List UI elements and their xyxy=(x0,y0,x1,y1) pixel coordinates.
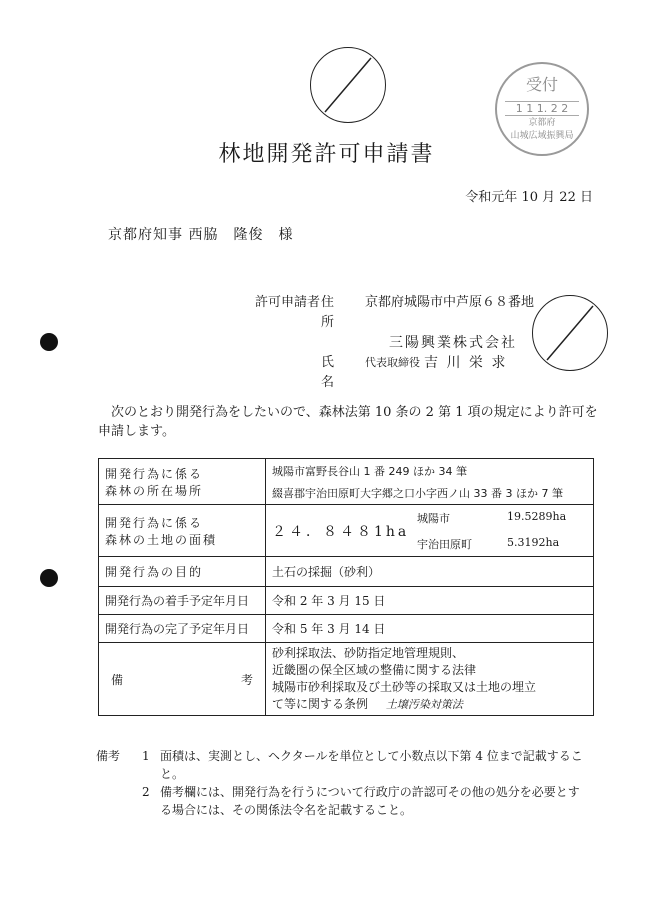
notes-section xyxy=(96,747,586,819)
applicant-address: 京都府城陽市中芦原６８番地 xyxy=(365,295,535,310)
application-table xyxy=(98,458,594,716)
seal-stamp-top xyxy=(310,47,386,123)
table-row xyxy=(99,615,594,643)
note-number-2: 2 xyxy=(142,785,150,799)
note-number-1: 1 xyxy=(142,749,150,763)
received-stamp-label: 受付 xyxy=(525,75,558,94)
purpose-header: 開発行為の目的 xyxy=(99,557,266,587)
area-total: ２４．８４８1ha xyxy=(272,523,410,540)
end-date-header: 開発行為の完了予定年月日 xyxy=(99,615,266,643)
representative-title: 代表取締役 xyxy=(365,356,420,369)
area-cell xyxy=(266,505,594,557)
application-date xyxy=(465,186,593,205)
location-line-2: 綴喜郡宇治田原町大字郷之口小字西ノ山 33 番 3 ほか 7 筆 xyxy=(272,486,563,500)
punch-hole-bottom xyxy=(40,569,58,587)
purpose-value: 土石の採掘（砂利） xyxy=(266,557,594,587)
area-city-2: 宇治田原町 xyxy=(417,537,472,551)
area-header: 開発行為に係る 森林の土地の面積 xyxy=(99,505,266,557)
remarks-line-1: 砂利採取法、砂防指定地管理規則、 xyxy=(272,646,465,660)
received-stamp-date: 1 1 1. 2 2 xyxy=(505,101,579,116)
table-row xyxy=(99,557,594,587)
date-month-unit: 月 xyxy=(542,190,556,205)
received-stamp-org-2: 山城広域振興局 xyxy=(510,131,574,141)
remarks-line-3: 城陽市砂利採取及び土砂等の採取又は土地の埋立 xyxy=(272,680,537,694)
date-day: 22 xyxy=(559,190,576,205)
area-value-1: 19.5289ha xyxy=(507,509,567,523)
end-date-value: 令和 5 年 3 月 14 日 xyxy=(266,615,594,643)
remarks-cell xyxy=(266,643,594,716)
remarks-line-2: 近畿圏の保全区域の整備に関する法律 xyxy=(272,663,477,677)
note-text-1: 面積は、実測とし、ヘクタールを単位として小数点以下第 4 位まで記載すること。 xyxy=(160,749,583,781)
applicant-block xyxy=(255,293,534,393)
start-date-header: 開発行為の着手予定年月日 xyxy=(99,587,266,615)
table-row xyxy=(99,643,594,716)
remarks-line-4: て等に関する条例 xyxy=(272,697,369,711)
applicant-company: 三陽興業株式会社 xyxy=(389,335,517,351)
location-cell xyxy=(266,459,594,505)
remarks-handwritten: 土壌汚染対策法 xyxy=(385,698,463,711)
punch-hole-top xyxy=(40,333,58,351)
date-day-unit: 日 xyxy=(579,190,593,205)
date-era: 令和元年 xyxy=(465,190,518,205)
table-row xyxy=(99,505,594,557)
area-value-2: 5.3192ha xyxy=(507,535,560,549)
date-month: 10 xyxy=(521,190,538,205)
table-row xyxy=(99,587,594,615)
remarks-header xyxy=(99,643,266,716)
addressee: 京都府知事 西脇 隆俊 様 xyxy=(108,227,294,243)
location-header: 開発行為に係る 森林の所在場所 xyxy=(99,459,266,505)
received-stamp-org-1: 京都府 xyxy=(528,118,556,128)
address-label: 住 所 xyxy=(321,295,360,330)
application-statement: 次のとおり開発行為をしたいので、森林法第 10 条の 2 第 1 項の規定により許可を申請します。 xyxy=(98,405,598,439)
representative-name: 吉 川 栄 求 xyxy=(424,355,508,371)
remarks-header-left: 備 xyxy=(111,672,124,687)
note-text-2: 備考欄には、開発行為を行うについて行政庁の許認可その他の処分を必要とする場合には、その関係法令名を記載すること。 xyxy=(160,785,580,817)
location-line-1: 城陽市富野長谷山 1 番 249 ほか 34 筆 xyxy=(272,464,467,478)
remarks-header-right: 考 xyxy=(240,672,253,687)
area-city-1: 城陽市 xyxy=(417,511,450,525)
applicant-role: 許可申請者 xyxy=(255,295,321,310)
page-title: 林地開発許可申請書 xyxy=(218,142,435,167)
start-date-value: 令和 2 年 3 月 15 日 xyxy=(266,587,594,615)
table-row xyxy=(99,459,594,505)
notes-label: 備考 xyxy=(96,749,121,763)
name-label: 氏 名 xyxy=(321,355,360,390)
seal-stamp-applicant xyxy=(532,295,608,371)
